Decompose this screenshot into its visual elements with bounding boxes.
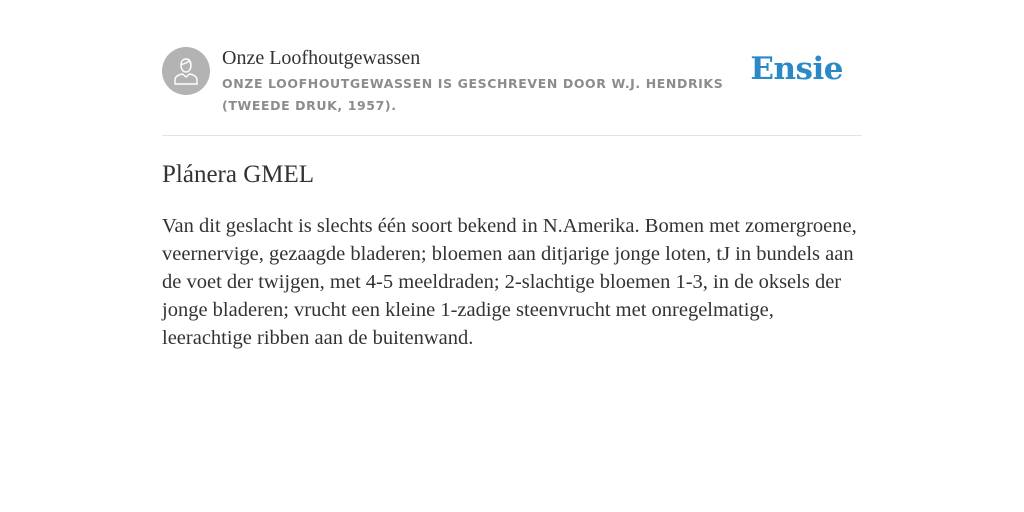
source-description: ONZE LOOFHOUTGEWASSEN IS GESCHREVEN DOOR W.J. HENDRIKS (TWEEDE DRUK, 1957). (222, 76, 724, 113)
page-container (162, 0, 862, 349)
user-icon (172, 56, 200, 86)
source-meta (222, 45, 752, 117)
source-header (162, 0, 862, 136)
entry-title: Plánera GMEL (162, 161, 315, 188)
entry-body: Van dit geslacht is slechts één soort bekend in N.Amerika. Bomen met zomergroene, veernervige, gezaagde bladeren; bloemen aan ditjarige jonge loten, tJ in bundels aan de voet der twijgen, met 4-5 meeldraden; 2-slachtige bloemen 1-3, in de oksels der jonge bladeren; vrucht een kleine 1-zadige steenvrucht met onregelmatige, leerachtige ribben aan de buitenwand. (162, 215, 857, 349)
source-title[interactable]: Onze Loofhoutgewassen (222, 47, 421, 69)
avatar[interactable] (162, 47, 210, 95)
brand-logo[interactable]: Ensie (750, 51, 843, 87)
